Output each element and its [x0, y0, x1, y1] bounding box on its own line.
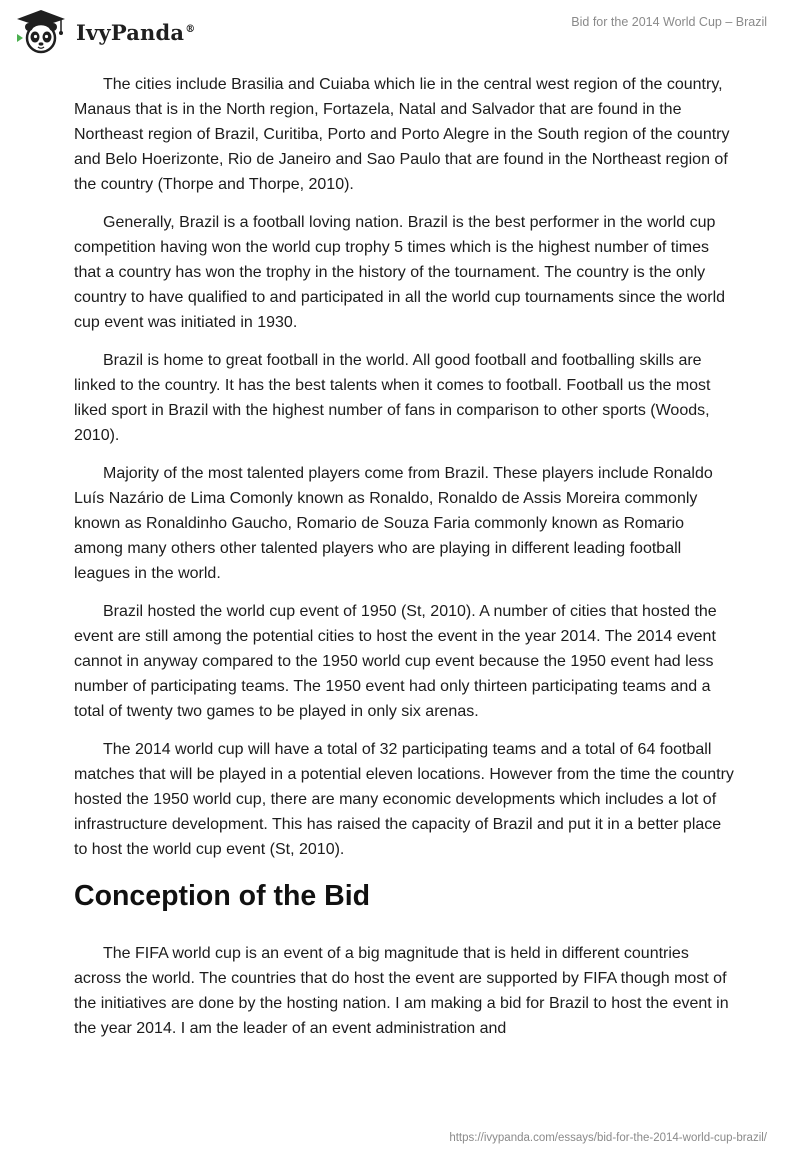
brand-name: IvyPanda® — [76, 19, 196, 45]
body-paragraph: Brazil is home to great football in the world. All good football and footballing skills are linked to the country. It has the best talents when it comes to football. Football us the most liked sport in Brazil with the highest number of fans in comparison to other sports (Woods, 2010). — [74, 352, 711, 444]
body-paragraph: Majority of the most talented players come from Brazil. These players include Ronaldo Luís Nazário de Lima Comonly known as Ronaldo, Ronaldo de Assis Moreira commonly known as Ronaldinho Gaucho, Romario de Souza Faria commonly known as Romario among many others other talented players who are playing in different leading football leagues in the world. — [74, 465, 713, 582]
brand-logo[interactable] — [14, 8, 195, 54]
panda-graduate-icon — [14, 8, 68, 54]
body-paragraph: The cities include Brasilia and Cuiaba which lie in the central west region of the country, Manaus that is in the North region, Fortazela, Natal and Salvador that are found in the Northeast region of Brazil, Curitiba, Porto and Porto Alegre in the South region of the country and Belo Hoerizonte, Rio de Janeiro and Sao Paulo that are found in the Northeast region of the country (Thorpe and Thorpe, 2010). — [74, 76, 730, 193]
body-paragraph: Generally, Brazil is a football loving nation. Brazil is the best performer in the world cup competition having won the world cup trophy 5 times which is the highest number of times that a country has won the trophy in the history of the tournament. The country is the only country to have qualified to and participated in all the world cup tournaments since the world cup event was initiated in 1930. — [74, 214, 726, 331]
source-url[interactable]: https://ivypanda.com/essays/bid-for-the-2014-world-cup-brazil/ — [449, 1132, 767, 1144]
body-paragraph: Brazil hosted the world cup event of 1950 (St, 2010). A number of cities that hosted the event are still among the potential cities to host the event in the year 2014. The 2014 event cannot in anyway compared to the 1950 world cup event because the 1950 event had less number of participating teams. The 1950 event had only thirteen participating teams and a total of twenty two games to be played in only six arenas. — [74, 603, 717, 720]
page-header — [0, 0, 800, 60]
body-paragraph: The FIFA world cup is an event of a big magnitude that is held in different countries across the world. The countries that do host the event are supported by FIFA though most of the initiatives are done by the hosting nation. I am making a bid for Brazil to host the event in the year 2014. I am the leader of an event administration and — [74, 945, 729, 1037]
document-title: Bid for the 2014 World Cup – Brazil — [571, 15, 767, 29]
body-paragraph: The 2014 world cup will have a total of 32 participating teams and a total of 64 football matches that will be played in a potential eleven locations. However from the time the country hosted the 1950 world cup, there are many economic developments which includes a lot of infrastructure development. This has raised the capacity of Brazil and put it in a better place to host the world cup event (St, 2010). — [74, 741, 734, 858]
section-heading: Conception of the Bid — [74, 880, 371, 912]
essay-body — [74, 72, 734, 1054]
